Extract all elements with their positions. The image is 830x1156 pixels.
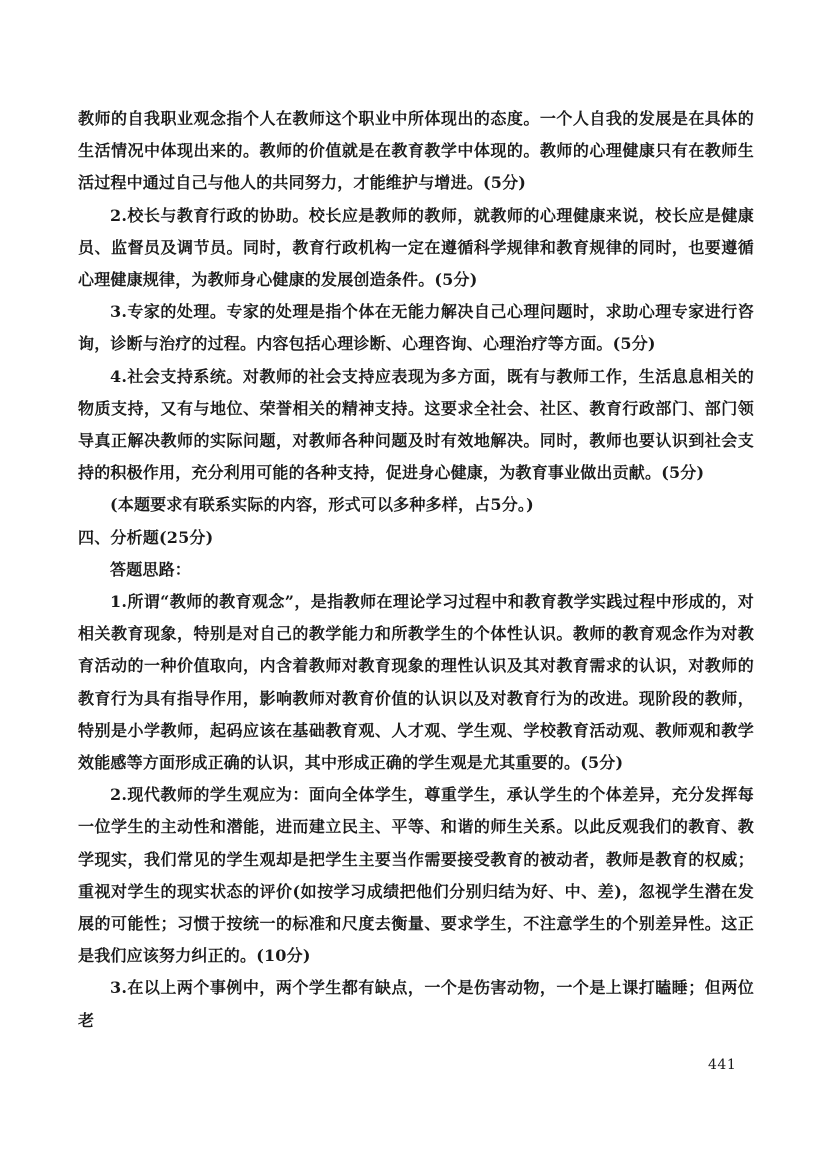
section-heading-analysis: 四、分析题(25分) bbox=[78, 527, 214, 547]
paragraph-expert-treatment: 3.专家的处理。专家的处理是指个体在无能力解决自己心理问题时，求助心理专家进行咨询，诊断与治疗的过程。内容包括心理诊断、心理咨询、心理治疗等方面。(5分) bbox=[78, 302, 754, 354]
paragraph-principal-support: 2.校长与教育行政的协助。校长应是教师的教师，就教师的心理健康来说，校长应是健康员、监督员及调节员。同时，教育行政机构一定在遵循科学规律和教育规律的同时，也要遵循心理健康规律，为教师身心健康的发展创造条件。(5分) bbox=[78, 205, 754, 290]
paragraph-student-view: 2.现代教师的学生观应为：面向全体学生，尊重学生，承认学生的个体差异，充分发挥每一位学生的主动性和潜能，进而建立民主、平等、和谐的师生关系。以此反观我们的教育、教学现实，我们常见的学生观却是把学生主要当作需要接受教育的被动者，教师是教育的权威；重视对学生的现实状态的评价(如按学习成绩把他们分别归结为好、中、差)，忽视学生潜在发展的可能性；习惯于按统一的标准和尺度去衡量、要求学生，不注意学生的个别差异性。这正是我们应该努力纠正的。(10分) bbox=[78, 785, 754, 966]
paragraph-two-cases: 3.在以上两个事例中，两个学生都有缺点，一个是伤害动物，一个是上课打瞌睡；但两位老 bbox=[78, 978, 754, 1030]
page-number: 441 bbox=[708, 1057, 737, 1073]
paragraph-grading-note: (本题要求有联系实际的内容，形式可以多种多样，占5分。) bbox=[110, 495, 534, 515]
paragraph-education-concept: 1.所谓“教师的教育观念”，是指教师在理论学习过程中和教育教学实践过程中形成的，对相关教育现象，特别是对自己的教学能力和所教学生的个体性认识。教师的教育观念作为对教育活动的一种价值取向，内含着教师对教育现象的理性认识及其对教育需求的认识，对教师的教育行为具有指导作用，影响教师对教育价值的认识以及对教育行为的改进。现阶段的教师，特别是小学教师，起码应该在基础教育观、人才观、学生观、学校教育活动观、教师观和教学效能感等方面形成正确的认识，其中形成正确的学生观是尤其重要的。(5分) bbox=[78, 592, 754, 773]
paragraph-social-support: 4.社会支持系统。对教师的社会支持应表现为多方面，既有与教师工作，生活息息相关的物质支持，又有与地位、荣誉相关的精神支持。这要求全社会、社区、教育行政部门、部门领导真正解决教师的实际问题，对教师各种问题及时有效地解决。同时，教师也要认识到社会支持的积极作用，充分利用可能的各种支持，促进身心健康，为教育事业做出贡献。(5分) bbox=[78, 366, 754, 483]
paragraph-answer-approach: 答题思路： bbox=[110, 559, 192, 579]
paragraph-intro-continuation: 教师的自我职业观念指个人在教师这个职业中所体现出的态度。一个人自我的发展是在具体的生活情况中体现出来的。教师的价值就是在教育教学中体现的。教师的心理健康只有在教师生活过程中通过自己与他人的共同努力，才能维护与增进。(5分) bbox=[78, 109, 754, 193]
document-body bbox=[78, 103, 754, 1037]
